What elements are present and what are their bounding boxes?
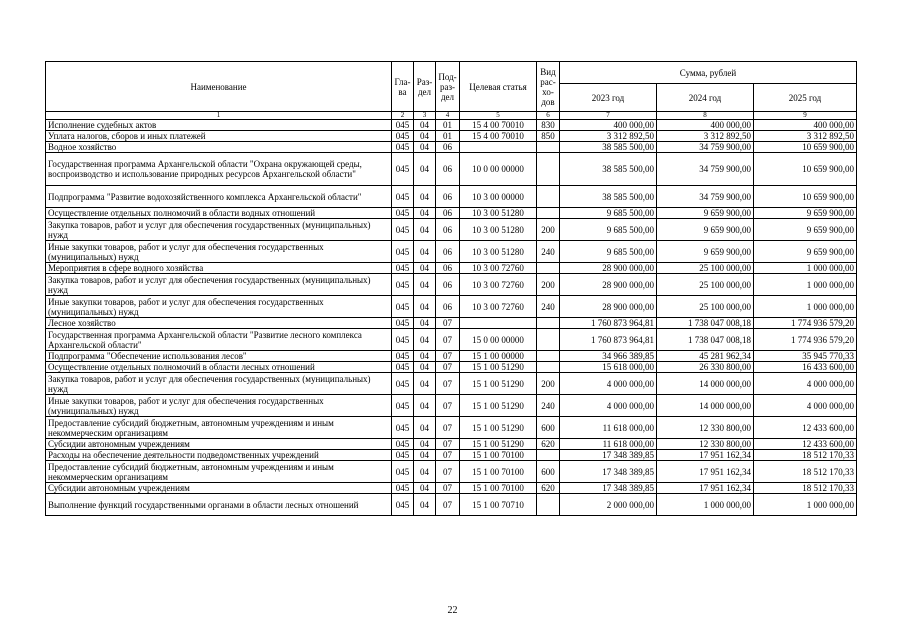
cell-2025: 1 000 000,00 [754, 274, 857, 296]
cell-2023: 1 760 873 964,81 [560, 329, 657, 351]
cell-chapter: 045 [392, 263, 414, 274]
cell-subsection: 07 [436, 439, 460, 450]
header-sum: Сумма, рублей [560, 62, 857, 84]
cell-expense-type: 240 [537, 395, 560, 417]
table-body [46, 120, 857, 516]
cell-2024: 1 738 047 008,18 [657, 318, 754, 329]
cell-section: 04 [414, 483, 436, 494]
cell-2024: 12 330 800,00 [657, 439, 754, 450]
cell-expense-type [537, 263, 560, 274]
cell-2023: 28 900 000,00 [560, 296, 657, 318]
cell-section: 04 [414, 142, 436, 153]
cell-2024: 12 330 800,00 [657, 417, 754, 439]
cell-chapter: 045 [392, 494, 414, 516]
table-row [46, 219, 857, 241]
cell-section: 04 [414, 494, 436, 516]
cell-section: 04 [414, 395, 436, 417]
cell-name: Закупка товаров, работ и услуг для обеспечения государственных (муниципальных) нужд [46, 219, 392, 241]
cell-target: 15 1 00 70100 [460, 450, 537, 461]
cell-2024: 400 000,00 [657, 120, 754, 131]
cell-expense-type: 600 [537, 461, 560, 483]
cell-2023: 17 348 389,85 [560, 483, 657, 494]
cell-subsection: 07 [436, 417, 460, 439]
cell-name: Мероприятия в сфере водного хозяйства [46, 263, 392, 274]
cell-2023: 9 685 500,00 [560, 219, 657, 241]
cell-subsection: 07 [436, 318, 460, 329]
cell-section: 04 [414, 120, 436, 131]
header-chapter: Гла-ва [392, 62, 414, 112]
cell-2024: 14 000 000,00 [657, 373, 754, 395]
cell-target: 15 4 00 70010 [460, 131, 537, 142]
cell-subsection: 07 [436, 373, 460, 395]
cell-chapter: 045 [392, 439, 414, 450]
cell-2025: 12 433 600,00 [754, 417, 857, 439]
cell-chapter: 045 [392, 208, 414, 219]
cell-name: Уплата налогов, сборов и иных платежей [46, 131, 392, 142]
cell-subsection: 07 [436, 494, 460, 516]
cell-target: 15 1 00 51290 [460, 395, 537, 417]
table-row [46, 450, 857, 461]
cell-2024: 17 951 162,34 [657, 450, 754, 461]
table-row [46, 483, 857, 494]
cell-expense-type: 200 [537, 274, 560, 296]
table-row [46, 494, 857, 516]
cell-expense-type: 200 [537, 219, 560, 241]
table-row [46, 274, 857, 296]
cell-2025: 10 659 900,00 [754, 153, 857, 186]
cell-2024: 25 100 000,00 [657, 274, 754, 296]
cell-target: 15 1 00 51290 [460, 373, 537, 395]
cell-subsection: 07 [436, 461, 460, 483]
cell-chapter: 045 [392, 461, 414, 483]
cell-section: 04 [414, 351, 436, 362]
cell-2025: 9 659 900,00 [754, 241, 857, 263]
cell-section: 04 [414, 373, 436, 395]
header-section: Раз-дел [414, 62, 436, 112]
cell-2023: 28 900 000,00 [560, 274, 657, 296]
cell-2023: 38 585 500,00 [560, 153, 657, 186]
header-name: Наименование [46, 62, 392, 112]
cell-chapter: 045 [392, 450, 414, 461]
cell-2024: 34 759 900,00 [657, 153, 754, 186]
cell-2023: 17 348 389,85 [560, 450, 657, 461]
table-row [46, 263, 857, 274]
table-row [46, 362, 857, 373]
cell-target: 10 3 00 72760 [460, 274, 537, 296]
col-number: 7 [560, 112, 657, 120]
cell-subsection: 06 [436, 142, 460, 153]
cell-2025: 4 000 000,00 [754, 395, 857, 417]
cell-subsection: 07 [436, 329, 460, 351]
col-number: 1 [46, 112, 392, 120]
col-number: 5 [460, 112, 537, 120]
cell-section: 04 [414, 153, 436, 186]
cell-name: Исполнение судебных актов [46, 120, 392, 131]
cell-2025: 18 512 170,33 [754, 450, 857, 461]
cell-chapter: 045 [392, 131, 414, 142]
table-row [46, 318, 857, 329]
cell-2025: 35 945 770,33 [754, 351, 857, 362]
cell-expense-type [537, 208, 560, 219]
header-subsection: Под-раз-дел [436, 62, 460, 112]
cell-name: Осуществление отдельных полномочий в области водных отношений [46, 208, 392, 219]
cell-2024: 26 330 800,00 [657, 362, 754, 373]
cell-chapter: 045 [392, 329, 414, 351]
cell-subsection: 06 [436, 241, 460, 263]
cell-2025: 3 312 892,50 [754, 131, 857, 142]
cell-2023: 4 000 000,00 [560, 395, 657, 417]
cell-2023: 15 618 000,00 [560, 362, 657, 373]
cell-target: 15 1 00 51290 [460, 417, 537, 439]
cell-target: 15 0 00 00000 [460, 329, 537, 351]
cell-section: 04 [414, 208, 436, 219]
table-row [46, 329, 857, 351]
header-year-2023: 2023 год [560, 84, 657, 112]
cell-subsection: 06 [436, 296, 460, 318]
cell-subsection: 06 [436, 208, 460, 219]
cell-chapter: 045 [392, 417, 414, 439]
cell-section: 04 [414, 186, 436, 208]
cell-chapter: 045 [392, 395, 414, 417]
cell-target: 10 0 00 00000 [460, 153, 537, 186]
cell-2024: 34 759 900,00 [657, 142, 754, 153]
cell-target: 15 1 00 51290 [460, 362, 537, 373]
cell-2024: 3 312 892,50 [657, 131, 754, 142]
cell-2023: 4 000 000,00 [560, 373, 657, 395]
cell-name: Осуществление отдельных полномочий в области лесных отношений [46, 362, 392, 373]
cell-2024: 17 951 162,34 [657, 461, 754, 483]
cell-2023: 400 000,00 [560, 120, 657, 131]
cell-target: 15 1 00 51290 [460, 439, 537, 450]
cell-2023: 38 585 500,00 [560, 186, 657, 208]
cell-subsection: 07 [436, 450, 460, 461]
cell-expense-type [537, 186, 560, 208]
cell-2024: 9 659 900,00 [657, 219, 754, 241]
cell-2025: 10 659 900,00 [754, 142, 857, 153]
cell-name: Государственная программа Архангельской области "Охрана окружающей среды, воспроизводство и использование природных ресурсов Архангельской области" [46, 153, 392, 186]
cell-2023: 3 312 892,50 [560, 131, 657, 142]
table-row [46, 120, 857, 131]
cell-chapter: 045 [392, 241, 414, 263]
cell-2025: 10 659 900,00 [754, 186, 857, 208]
cell-expense-type: 830 [537, 120, 560, 131]
cell-name: Иные закупки товаров, работ и услуг для обеспечения государственных (муниципальных) нужд [46, 296, 392, 318]
cell-chapter: 045 [392, 483, 414, 494]
cell-name: Выполнение функций государственными органами в области лесных отношений [46, 494, 392, 516]
cell-target: 15 1 00 70100 [460, 483, 537, 494]
cell-2023: 34 966 389,85 [560, 351, 657, 362]
cell-expense-type [537, 351, 560, 362]
cell-subsection: 07 [436, 483, 460, 494]
table-row [46, 373, 857, 395]
cell-expense-type: 240 [537, 296, 560, 318]
cell-2025: 18 512 170,33 [754, 483, 857, 494]
cell-chapter: 045 [392, 351, 414, 362]
table-row [46, 395, 857, 417]
cell-target: 15 4 00 70010 [460, 120, 537, 131]
cell-section: 04 [414, 417, 436, 439]
cell-subsection: 06 [436, 274, 460, 296]
cell-2024: 17 951 162,34 [657, 483, 754, 494]
cell-2023: 28 900 000,00 [560, 263, 657, 274]
cell-expense-type [537, 450, 560, 461]
table-row [46, 208, 857, 219]
cell-section: 04 [414, 296, 436, 318]
cell-subsection: 01 [436, 120, 460, 131]
cell-2025: 4 000 000,00 [754, 373, 857, 395]
cell-name: Предоставление субсидий бюджетным, автономным учреждениям и иным некоммерческим организациям [46, 417, 392, 439]
cell-2025: 18 512 170,33 [754, 461, 857, 483]
cell-2025: 12 433 600,00 [754, 439, 857, 450]
budget-table [45, 61, 857, 516]
cell-section: 04 [414, 131, 436, 142]
cell-section: 04 [414, 219, 436, 241]
table-row [46, 142, 857, 153]
cell-subsection: 07 [436, 362, 460, 373]
cell-section: 04 [414, 329, 436, 351]
cell-2023: 2 000 000,00 [560, 494, 657, 516]
cell-target: 10 3 00 51280 [460, 208, 537, 219]
table-row [46, 351, 857, 362]
cell-2023: 38 585 500,00 [560, 142, 657, 153]
cell-target: 15 1 00 00000 [460, 351, 537, 362]
cell-subsection: 07 [436, 395, 460, 417]
cell-2024: 34 759 900,00 [657, 186, 754, 208]
cell-2025: 1 774 936 579,20 [754, 318, 857, 329]
cell-target: 10 3 00 51280 [460, 241, 537, 263]
cell-name: Предоставление субсидий бюджетным, автономным учреждениям и иным некоммерческим организациям [46, 461, 392, 483]
cell-target [460, 142, 537, 153]
col-number: 2 [392, 112, 414, 120]
cell-target: 15 1 00 70100 [460, 461, 537, 483]
cell-expense-type: 620 [537, 483, 560, 494]
cell-chapter: 045 [392, 274, 414, 296]
cell-2025: 1 774 936 579,20 [754, 329, 857, 351]
cell-name: Государственная программа Архангельской области "Развитие лесного комплекса Архангельской области" [46, 329, 392, 351]
cell-2024: 25 100 000,00 [657, 263, 754, 274]
table-row [46, 417, 857, 439]
table-row [46, 296, 857, 318]
cell-chapter: 045 [392, 219, 414, 241]
cell-section: 04 [414, 241, 436, 263]
cell-name: Водное хозяйство [46, 142, 392, 153]
cell-2023: 9 685 500,00 [560, 208, 657, 219]
col-number: 6 [537, 112, 560, 120]
header-target: Целевая статья [460, 62, 537, 112]
cell-name: Субсидии автономным учреждениям [46, 483, 392, 494]
cell-name: Иные закупки товаров, работ и услуг для обеспечения государственных (муниципальных) нужд [46, 395, 392, 417]
cell-2025: 1 000 000,00 [754, 263, 857, 274]
cell-subsection: 07 [436, 351, 460, 362]
cell-subsection: 06 [436, 186, 460, 208]
cell-name: Закупка товаров, работ и услуг для обеспечения государственных (муниципальных) нужд [46, 274, 392, 296]
table-row [46, 186, 857, 208]
cell-2024: 1 000 000,00 [657, 494, 754, 516]
cell-section: 04 [414, 450, 436, 461]
cell-subsection: 06 [436, 263, 460, 274]
cell-expense-type [537, 362, 560, 373]
cell-2025: 9 659 900,00 [754, 208, 857, 219]
cell-expense-type [537, 329, 560, 351]
cell-2024: 25 100 000,00 [657, 296, 754, 318]
cell-2023: 1 760 873 964,81 [560, 318, 657, 329]
cell-target: 10 3 00 72760 [460, 296, 537, 318]
table-row [46, 461, 857, 483]
cell-2023: 9 685 500,00 [560, 241, 657, 263]
cell-chapter: 045 [392, 186, 414, 208]
page-number: 22 [447, 605, 458, 616]
cell-chapter: 045 [392, 318, 414, 329]
cell-section: 04 [414, 318, 436, 329]
cell-expense-type: 200 [537, 373, 560, 395]
cell-name: Лесное хозяйство [46, 318, 392, 329]
cell-2024: 9 659 900,00 [657, 208, 754, 219]
header-year-2024: 2024 год [657, 84, 754, 112]
cell-2025: 1 000 000,00 [754, 296, 857, 318]
cell-name: Подпрограмма "Развитие водохозяйственного комплекса Архангельской области" [46, 186, 392, 208]
cell-expense-type: 600 [537, 417, 560, 439]
col-number: 8 [657, 112, 754, 120]
cell-expense-type: 240 [537, 241, 560, 263]
cell-section: 04 [414, 439, 436, 450]
cell-2025: 1 000 000,00 [754, 494, 857, 516]
cell-chapter: 045 [392, 153, 414, 186]
cell-chapter: 045 [392, 296, 414, 318]
cell-section: 04 [414, 461, 436, 483]
cell-target [460, 318, 537, 329]
cell-expense-type [537, 153, 560, 186]
cell-2024: 9 659 900,00 [657, 241, 754, 263]
cell-section: 04 [414, 362, 436, 373]
cell-2023: 17 348 389,85 [560, 461, 657, 483]
cell-chapter: 045 [392, 362, 414, 373]
table-row [46, 153, 857, 186]
cell-2024: 14 000 000,00 [657, 395, 754, 417]
cell-target: 10 3 00 51280 [460, 219, 537, 241]
col-number: 3 [414, 112, 436, 120]
cell-expense-type [537, 318, 560, 329]
cell-target: 10 3 00 72760 [460, 263, 537, 274]
cell-chapter: 045 [392, 373, 414, 395]
cell-name: Подпрограмма "Обеспечение использования лесов" [46, 351, 392, 362]
cell-expense-type: 850 [537, 131, 560, 142]
cell-chapter: 045 [392, 142, 414, 153]
cell-expense-type [537, 142, 560, 153]
cell-2025: 16 433 600,00 [754, 362, 857, 373]
cell-2023: 11 618 000,00 [560, 439, 657, 450]
table-row [46, 131, 857, 142]
cell-subsection: 01 [436, 131, 460, 142]
cell-expense-type [537, 494, 560, 516]
cell-2024: 45 281 962,34 [657, 351, 754, 362]
cell-name: Закупка товаров, работ и услуг для обеспечения государственных (муниципальных) нужд [46, 373, 392, 395]
cell-name: Иные закупки товаров, работ и услуг для обеспечения государственных (муниципальных) нужд [46, 241, 392, 263]
cell-2025: 400 000,00 [754, 120, 857, 131]
cell-expense-type: 620 [537, 439, 560, 450]
cell-subsection: 06 [436, 219, 460, 241]
cell-section: 04 [414, 263, 436, 274]
col-number: 9 [754, 112, 857, 120]
cell-section: 04 [414, 274, 436, 296]
cell-2023: 11 618 000,00 [560, 417, 657, 439]
cell-target: 15 1 00 70710 [460, 494, 537, 516]
header-expense-type: Вид рас-хо-дов [537, 62, 560, 112]
header-year-2025: 2025 год [754, 84, 857, 112]
cell-2025: 9 659 900,00 [754, 219, 857, 241]
table-row [46, 439, 857, 450]
cell-2024: 1 738 047 008,18 [657, 329, 754, 351]
cell-chapter: 045 [392, 120, 414, 131]
col-number: 4 [436, 112, 460, 120]
table-row [46, 241, 857, 263]
cell-target: 10 3 00 00000 [460, 186, 537, 208]
cell-name: Субсидии автономным учреждениям [46, 439, 392, 450]
cell-name: Расходы на обеспечение деятельности подведомственных учреждений [46, 450, 392, 461]
cell-subsection: 06 [436, 153, 460, 186]
